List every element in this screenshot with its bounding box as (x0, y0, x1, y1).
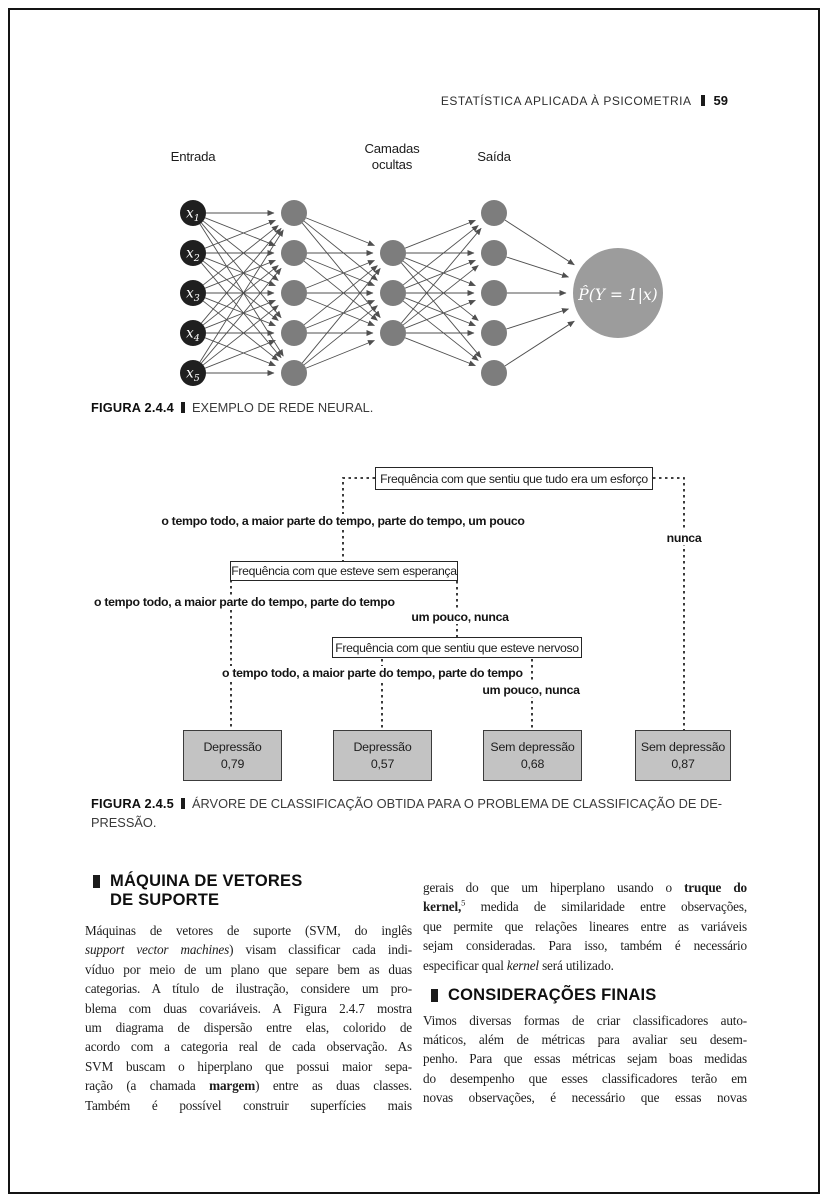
nn-node (380, 280, 406, 306)
nn-input-node-label: $x_1$ (186, 205, 200, 224)
text-segment: ração (a chamada (85, 1078, 210, 1094)
body-line (423, 1030, 747, 1049)
tree-leaf (183, 730, 282, 781)
nn-input-node-label: $x_5$ (186, 365, 200, 384)
body-line (423, 897, 747, 916)
tree-branch-label: o tempo todo, a maior parte do tempo, parte do tempo (91, 595, 398, 609)
nn-edge (306, 300, 374, 328)
body-line (85, 1096, 412, 1115)
section-bar-icon (93, 875, 100, 888)
heading-line: CONSIDERAÇÕES FINAIS (448, 986, 657, 1005)
nn-edge (205, 300, 275, 328)
text-segment: especificar qual (423, 957, 507, 973)
tree-branch-label: nunca (664, 531, 705, 545)
nn-node (481, 320, 507, 346)
nn-edge (405, 220, 475, 248)
body-line (85, 1076, 412, 1095)
tree-node-nervoso: Frequência com que sentiu que esteve nervoso (332, 637, 582, 658)
column-right (423, 878, 747, 1108)
nn-edge (405, 338, 475, 366)
body-line (85, 979, 412, 998)
text-segment: máticos, além de métricas para avaliar seu desem- (423, 1031, 747, 1047)
nn-node (281, 240, 307, 266)
text-segment: novas observações, é necessário que essas novas (423, 1090, 747, 1106)
nn-edge (405, 300, 475, 328)
nn-node (380, 320, 406, 346)
column-left (85, 872, 412, 1115)
body-line (423, 936, 747, 955)
body-line (85, 940, 412, 959)
figure-245-caption-line2: PRESSÃO. (91, 815, 157, 830)
nn-output-layer-label: Saída (477, 149, 511, 164)
text-segment: um diagrama de dispersão entre elas, colorido de (85, 1020, 412, 1036)
leaf-probability: 0,79 (220, 756, 245, 771)
body-line (423, 917, 747, 936)
text-segment: ) visam classificar cada indi- (229, 942, 412, 958)
text-segment: sejam consideradas. Para isso, também é necessário (423, 938, 747, 954)
svm-paragraph-continued (423, 878, 747, 975)
text-segment: kernel (506, 957, 539, 973)
tree-node-esforco: Frequência com que sentiu que tudo era um esforço (375, 467, 653, 490)
nn-edge (306, 340, 374, 368)
body-line (423, 1069, 747, 1088)
nn-edge (205, 298, 275, 326)
text-segment: SVM buscam o hiperplano que possui maior sepa- (85, 1058, 412, 1074)
consideracoes-paragraph (423, 1011, 747, 1108)
figure-245-caption-text1: ÁRVORE DE CLASSIFICAÇÃO OBTIDA PARA O PROBLEMA DE CLASSIFICAÇÃO DE DE- (192, 796, 723, 811)
leaf-probability: 0,57 (370, 756, 395, 771)
body-line (423, 1011, 747, 1030)
nn-node (380, 240, 406, 266)
page-number: 59 (713, 93, 728, 108)
text-segment: penho. Para que essas métricas sejam boas medidas (423, 1051, 747, 1067)
nn-edge (205, 260, 275, 288)
body-line (423, 956, 747, 975)
body-line (423, 1088, 747, 1107)
nn-edge (205, 338, 275, 366)
text-segment: que permite que relações lineares entre as variáveis (423, 918, 747, 934)
nn-edge (405, 260, 475, 288)
nn-node (481, 240, 507, 266)
body-line (423, 1049, 747, 1068)
nn-edge (405, 298, 475, 326)
nn-node (481, 360, 507, 386)
nn-input-node-label: $x_3$ (186, 285, 200, 304)
nn-input-node-label: $x_2$ (186, 245, 200, 264)
nn-edge (506, 309, 568, 329)
text-segment: kernel, (423, 899, 462, 915)
nn-output-formula: P̂(Y = 1|x) (578, 286, 658, 304)
nn-edge (505, 321, 574, 366)
text-segment: do desempenho que esses classificadores terão em (423, 1070, 747, 1086)
body-line (85, 960, 412, 979)
text-segment: será utilizado. (538, 957, 614, 973)
figure-244-caption (91, 398, 373, 417)
figure-245-caption-label: FIGURA 2.4.5 (91, 796, 174, 811)
body-line (423, 878, 747, 897)
tree-leaf (483, 730, 582, 781)
nn-edge (205, 220, 275, 248)
tree-branch-label: o tempo todo, a maior parte do tempo, parte do tempo, um pouco (158, 514, 527, 528)
tree-leaf (333, 730, 432, 781)
text-segment: Máquinas de vetores de suporte (SVM, do inglês (85, 923, 412, 938)
nn-input-node-label: $x_4$ (186, 325, 200, 344)
nn-node (481, 280, 507, 306)
nn-edge (401, 228, 481, 323)
body-line (85, 921, 412, 940)
leaf-probability: 0,87 (671, 756, 695, 771)
nn-node (281, 280, 307, 306)
section-heading-consideracoes (423, 986, 747, 1005)
nn-node (281, 360, 307, 386)
nn-edge (306, 298, 374, 326)
tree-node-esperanca: Frequência com que esteve sem esperança (230, 561, 458, 581)
leaf-class: Depressão (353, 740, 412, 754)
text-segment: Vimos diversas formas de criar classificadores auto- (423, 1012, 747, 1028)
text-segment: support vector machines (85, 942, 230, 958)
nn-hidden-label-line2: ocultas (371, 157, 413, 172)
nn-node (481, 200, 507, 226)
text-segment: ) entre as duas classes. (255, 1078, 412, 1094)
tree-connector (653, 478, 684, 731)
nn-input-layer-label: Entrada (170, 149, 216, 164)
nn-edge (405, 258, 475, 286)
body-line (85, 1018, 412, 1037)
body-line (85, 999, 412, 1018)
leaf-class: Sem depressão (640, 740, 726, 754)
text-segment: margem (209, 1078, 256, 1094)
text-segment: categorias. A título de ilustração, considere um pro- (85, 981, 412, 997)
tree-branch-label: um pouco, nunca (479, 683, 582, 697)
section-heading-svm (85, 872, 412, 909)
nn-edge (201, 228, 281, 323)
nn-hidden-layers-label (364, 141, 419, 173)
heading-line1: MÁQUINA DE VETORES (110, 872, 303, 890)
text-segment: acordo com a categoria real de cada observação. As (85, 1039, 412, 1055)
text-segment: Também é possível construir superfícies mais (85, 1097, 412, 1113)
nn-edge (205, 218, 275, 246)
nn-edge (205, 258, 275, 286)
running-head: ESTATÍSTICA APLICADA À PSICOMETRIA (440, 93, 692, 108)
nn-edge (205, 340, 275, 368)
leaf-probability: 0,68 (520, 756, 545, 771)
nn-edge (506, 257, 568, 277)
heading-line2: DE SUPORTE (110, 890, 220, 909)
nn-edge (201, 223, 281, 318)
nn-node (281, 200, 307, 226)
nn-edge (302, 268, 380, 363)
figure-244-caption-text: EXEMPLO DE REDE NEURAL. (192, 400, 374, 415)
nn-edge (302, 223, 380, 318)
figure-245-caption (91, 794, 761, 832)
nn-edge (306, 258, 374, 286)
body-line (85, 1037, 412, 1056)
text-segment: víduo por meio de um plano que separe bem as duas (85, 961, 412, 977)
nn-edge (505, 220, 574, 265)
nn-hidden-label-line1: Camadas (364, 141, 420, 156)
text-segment: 5 (461, 898, 466, 909)
text-segment: gerais do que um hiperplano usando o (423, 880, 685, 895)
svm-paragraph (85, 921, 412, 1115)
neural-network-diagram (0, 0, 827, 430)
nn-edge (306, 260, 374, 288)
divider-bar-icon (181, 798, 185, 809)
leaf-class: Sem depressão (490, 740, 575, 754)
tree-branch-label: o tempo todo, a maior parte do tempo, parte do tempo (219, 666, 526, 680)
divider-bar-icon (181, 402, 185, 413)
tree-leaf (635, 730, 731, 781)
text-segment: medida de similaridade entre observações, (465, 899, 747, 915)
nn-edge (306, 218, 374, 246)
body-line (85, 1057, 412, 1076)
nn-node (281, 320, 307, 346)
section-bar-icon (431, 989, 438, 1002)
nn-edge (201, 268, 281, 363)
figure-244-caption-label: FIGURA 2.4.4 (91, 400, 174, 415)
text-segment: truque do (684, 880, 747, 895)
leaf-class: Depressão (203, 740, 262, 754)
figure-245-caption-line1 (91, 794, 761, 813)
tree-branch-label: um pouco, nunca (408, 610, 511, 624)
text-segment: blema com duas covariáveis. A Figura 2.4.7 mostra (85, 1000, 412, 1016)
